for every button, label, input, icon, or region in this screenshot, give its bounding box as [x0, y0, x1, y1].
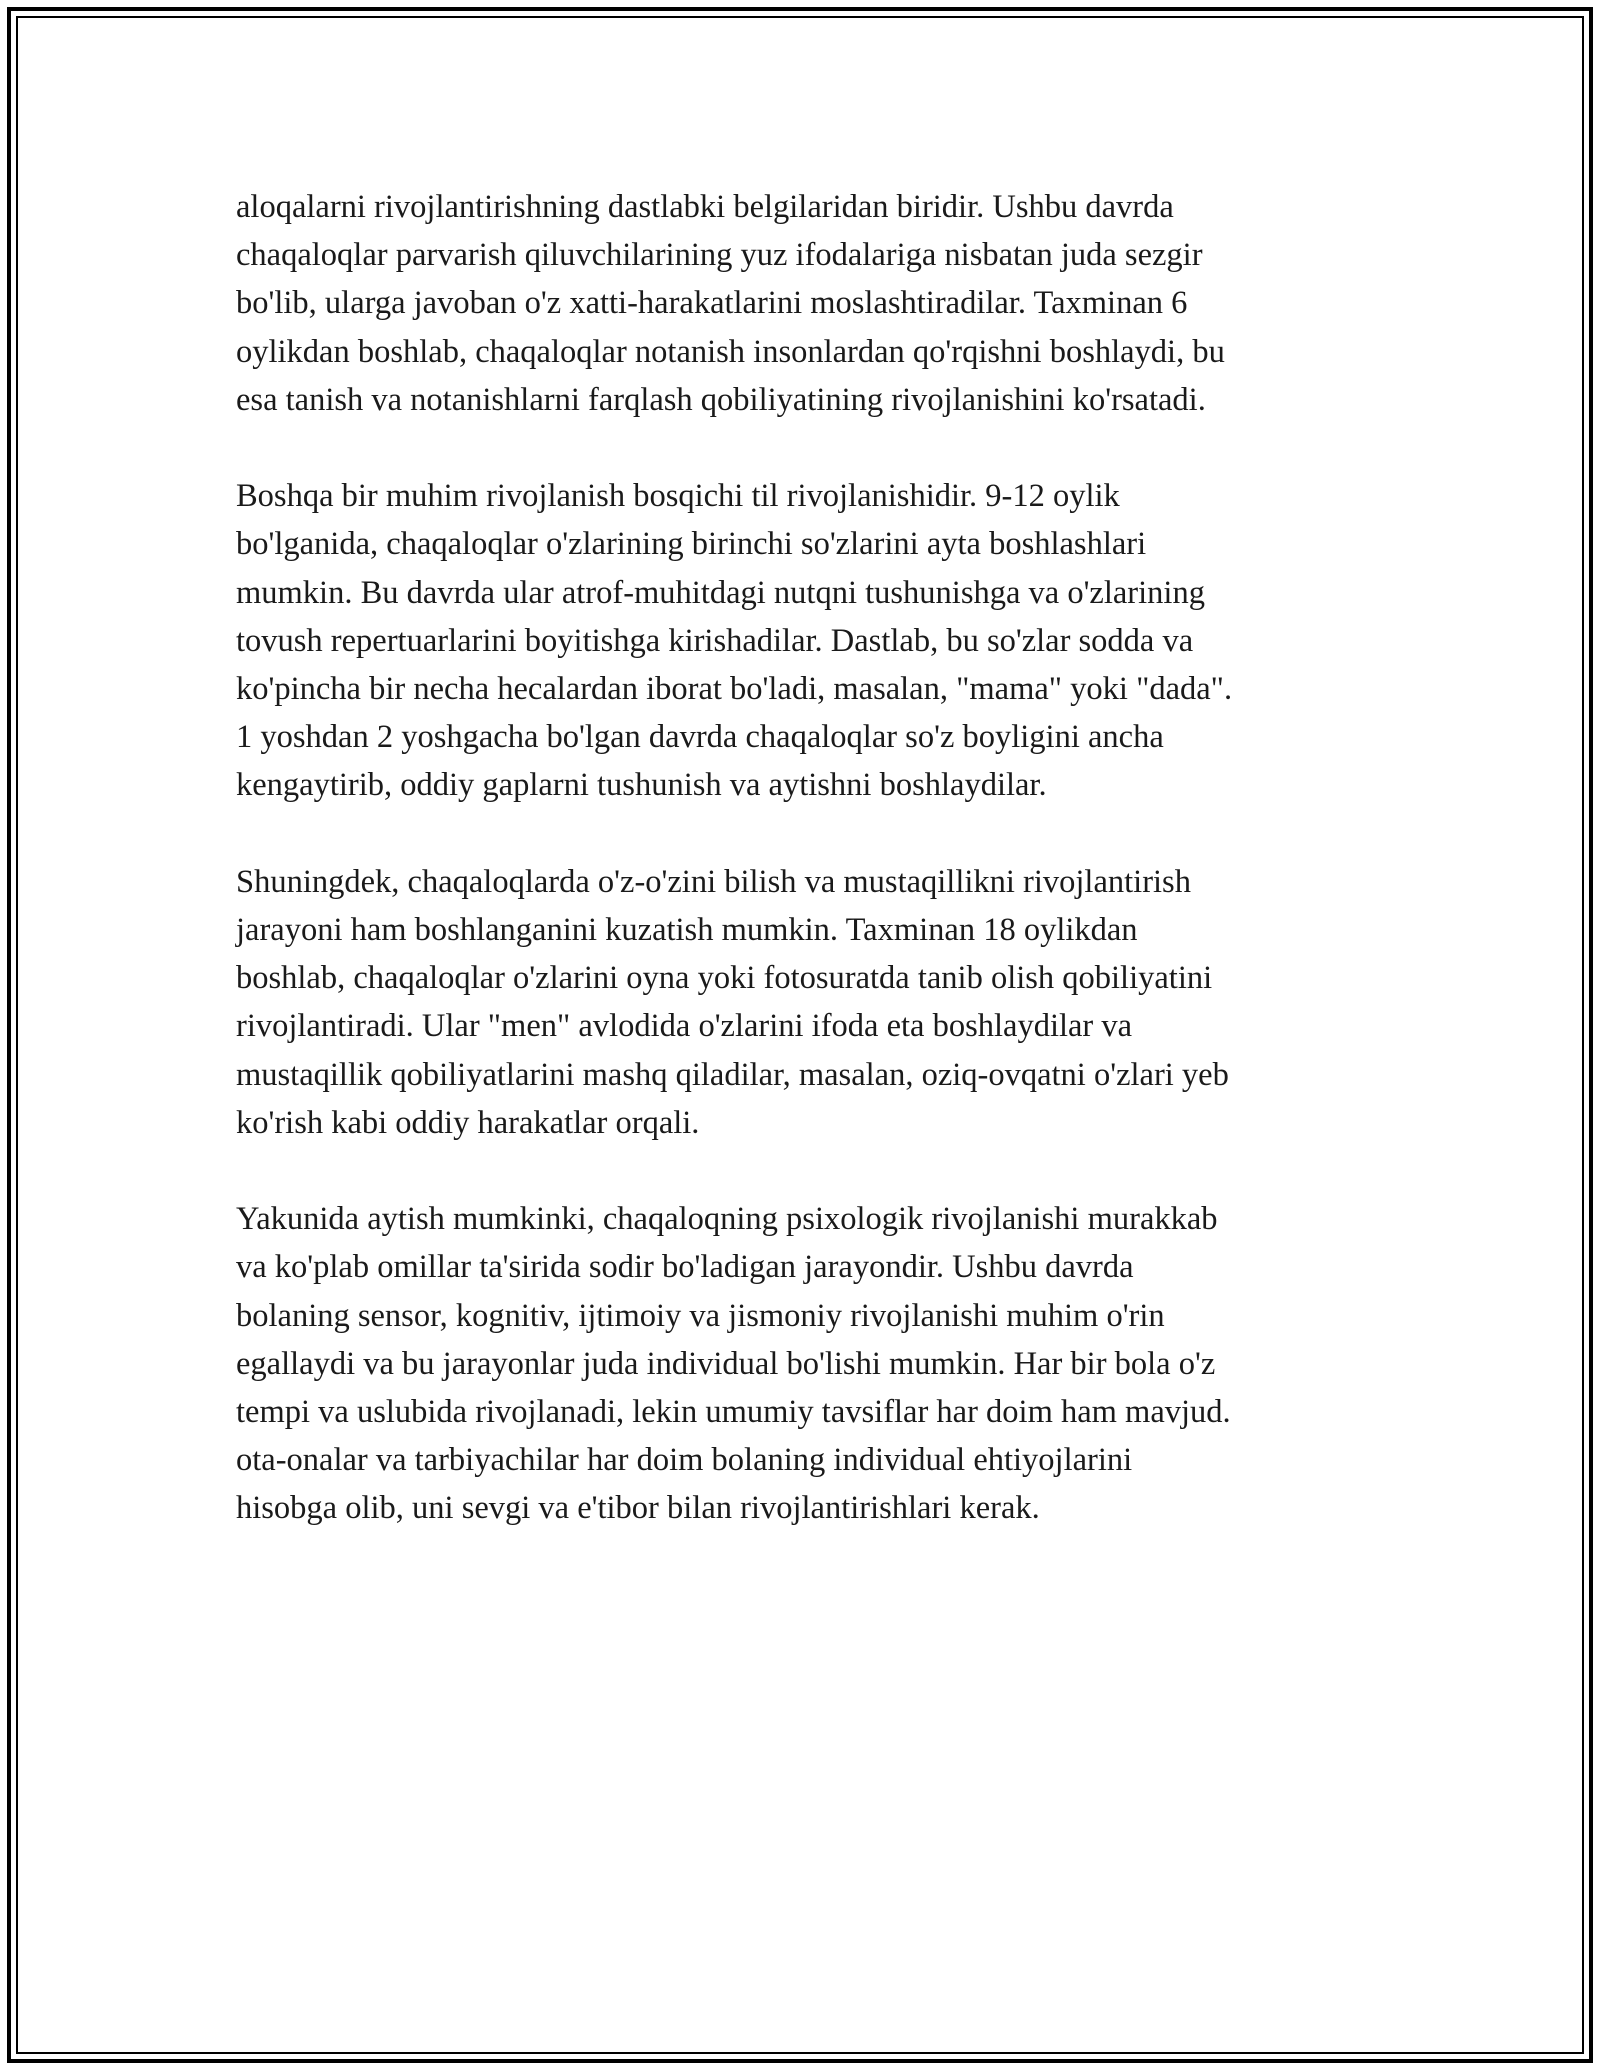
document-body [236, 183, 1376, 1581]
paragraph-2: Boshqa bir muhim rivojlanish bosqichi til rivojlanishidir. 9-12 oylik bo'lganida, chaqaloqlar o'zlarining birinchi so'zlarini ayta boshlashlari mumkin. Bu davrda ular atrof-muhitdagi nutqni tushunishga va o'zlarining tovush repertuarlarini boyitishga kirishadilar. Dastlab, bu so'zlar sodda va ko'pincha bir necha hecalardan iborat bo'ladi, masalan, "mama" yoki "dada". 1 yoshdan 2 yoshgacha bo'lgan davrda chaqaloqlar so'z boyligini ancha kengaytirib, oddiy gaplarni tushunish va aytishni boshlaydilar. [236, 478, 1233, 804]
paragraph-4: Yakunida aytish mumkinki, chaqaloqning psixologik rivojlanishi murakkab va ko'plab omillar ta'sirida sodir bo'ladigan jarayondir. Ushbu davrda bolaning sensor, kognitiv, ijtimoiy va jismoniy rivojlanishi muhim o'rin egallaydi va bu jarayonlar juda individual bo'lishi mumkin. Har bir bola o'z tempi va uslubida rivojlanadi, lekin umumiy tavsiflar har doim ham mavjud. ota-onalar va tarbiyachilar har doim bolaning individual ehtiyojlarini hisobga olib, uni sevgi va e'tibor bilan rivojlantirishlari kerak. [236, 1201, 1231, 1527]
paragraph-1: aloqalarni rivojlantirishning dastlabki belgilaridan biridir. Ushbu davrda chaqaloqlar parvarish qiluvchilarining yuz ifodalariga nisbatan juda sezgir bo'lib, ularga javoban o'z xatti-harakatlarini moslashtiradilar. Taxminan 6 oylikdan boshlab, chaqaloqlar notanish insonlardan qo'rqishni boshlaydi, bu esa tanish va notanishlarni farqlash qobiliyatining rivojlanishini ko'rsatadi. [236, 189, 1225, 418]
paragraph-3: Shuningdek, chaqaloqlarda o'z-o'zini bilish va mustaqillikni rivojlantirish jarayoni ham boshlanganini kuzatish mumkin. Taxminan 18 oylikdan boshlab, chaqaloqlar o'zlarini oyna yoki fotosuratda tanib olish qobiliyatini rivojlantiradi. Ular "men" avlodida o'zlarini ifoda eta boshlaydilar va mustaqillik qobiliyatlarini mashq qiladilar, masalan, oziq-ovqatni o'zlari yeb ko'rish kabi oddiy harakatlar orqali. [236, 863, 1229, 1141]
